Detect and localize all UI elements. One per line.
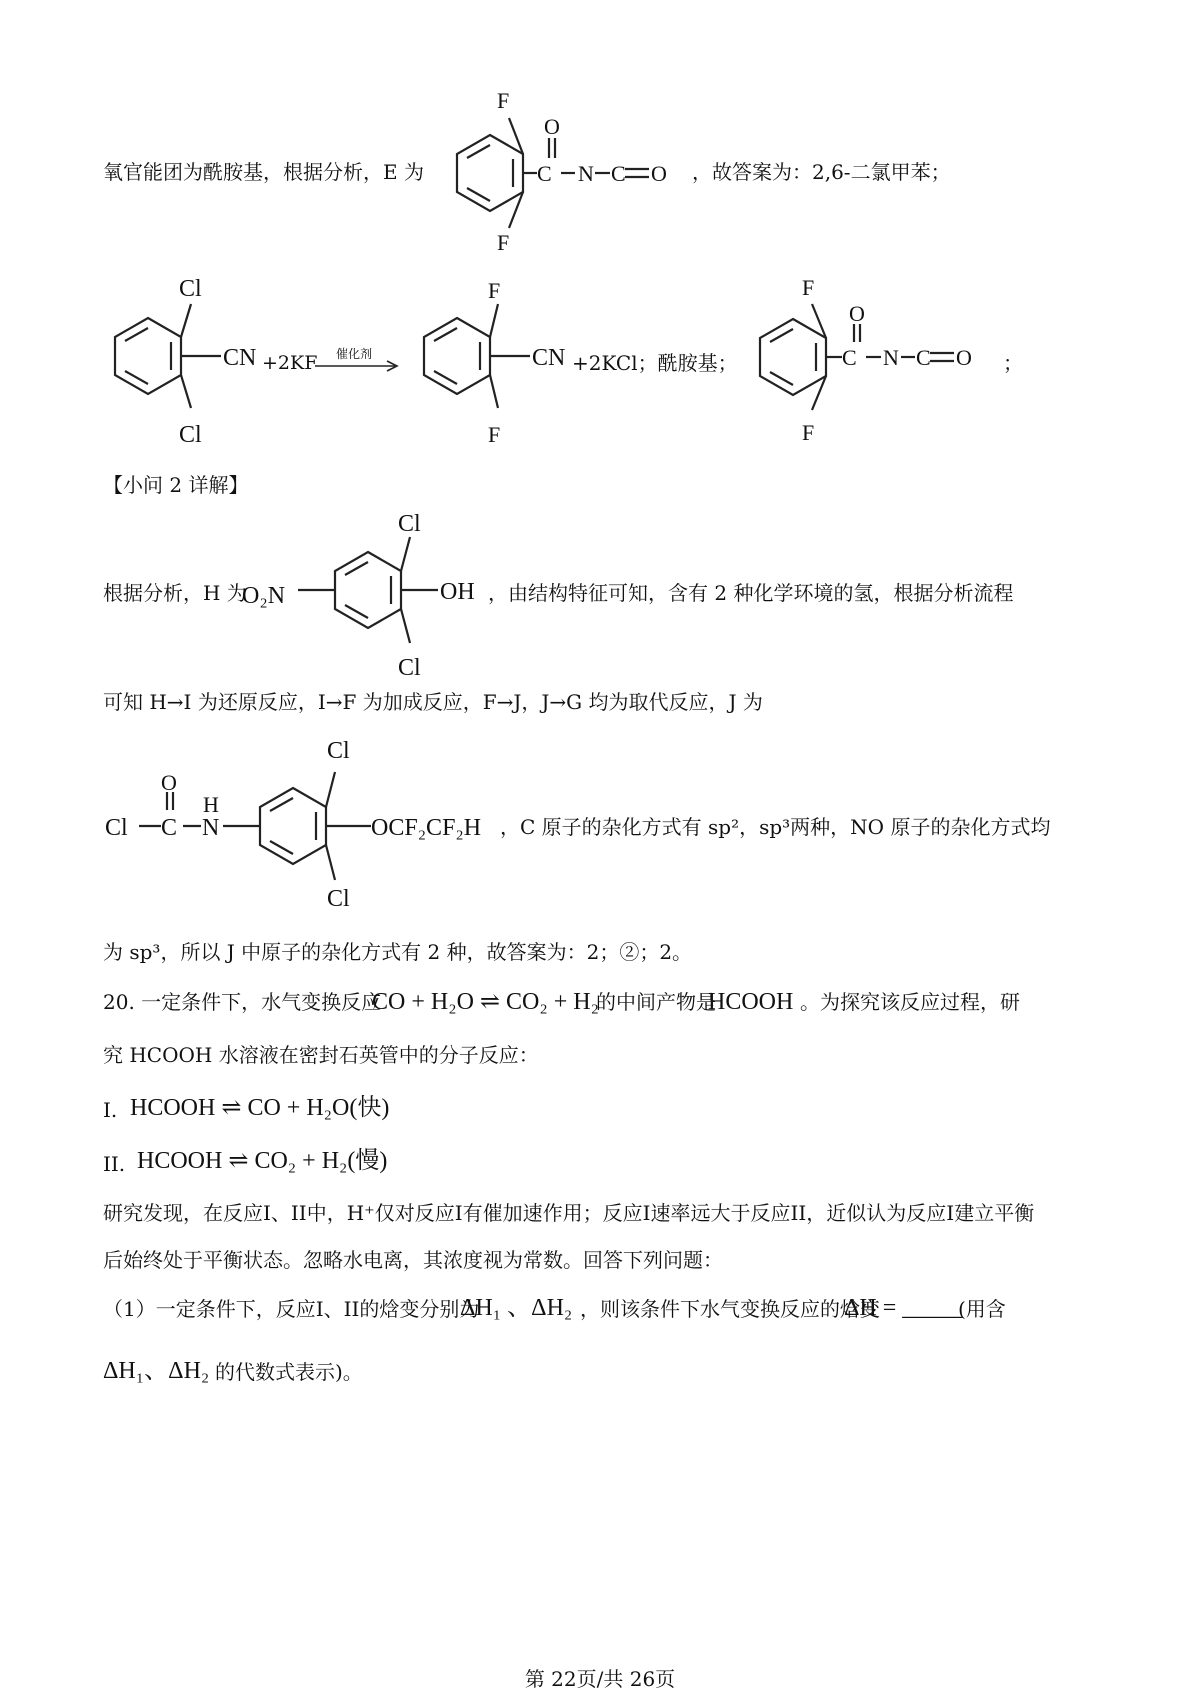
q2-line4: 为 sp³，所以 J 中原子的杂化方式有 2 种，故答案为：2；②；2。 <box>103 940 693 964</box>
q2-heading: 【小问 2 详解】 <box>103 473 249 497</box>
atom-c: C <box>842 345 857 370</box>
q20-sub1-line2-dh: ΔH₁、ΔH₂ <box>103 1358 210 1384</box>
atom-o-end: O <box>956 345 972 370</box>
r1-equation: HCOOH ⇌ CO + H₂O(快) <box>130 1095 390 1121</box>
atom-c: C <box>537 161 552 186</box>
atom-c: C <box>161 815 178 841</box>
text-e-answer: ，故答案为：2,6-二氯甲苯； <box>692 160 951 184</box>
atom-cl-bottom: Cl <box>398 655 421 681</box>
group-oh: OH <box>440 579 475 605</box>
structure-e <box>415 88 715 258</box>
atom-f-bottom: F <box>497 230 510 255</box>
atom-o-end: O <box>651 161 667 186</box>
atom-o-carbonyl: O <box>849 301 865 326</box>
q20-intro-2: 究 HCOOH 水溶液在密封石英管中的分子反应： <box>103 1043 539 1067</box>
atom-f-top: F <box>497 88 510 113</box>
atom-n: N <box>578 161 594 186</box>
q20-intro-b: 的中间产物是 <box>596 990 716 1014</box>
atom-cl-bottom: Cl <box>179 422 202 448</box>
atom-n: N <box>883 345 899 370</box>
atom-c2: C <box>611 161 626 186</box>
structure-h <box>238 505 498 685</box>
q20-intro-a: 20. 一定条件下，水气变换反应 <box>103 990 382 1014</box>
catalyst-label: 催化剂 <box>336 347 373 361</box>
group-cn: CN <box>223 345 257 371</box>
atom-cl-top: Cl <box>327 738 350 764</box>
q20-para-1: 研究发现，在反应I、II中，H⁺仅对反应I有催加速作用；反应I速率远大于反应II，近似认为反应I建立平衡 <box>103 1201 1035 1225</box>
reaction-arrow <box>315 359 405 373</box>
reaction-end-mark: ； <box>1003 351 1023 375</box>
r1-label: I. <box>103 1098 118 1122</box>
q2-line2: 可知 H→I 为还原反应，I→F 为加成反应，F→J，J→G 均为取代反应，J 为 <box>103 690 763 714</box>
group-ocf2cf2h: OCF₂CF₂H <box>371 815 482 841</box>
q2-line1-after: ，由结构特征可知，含有 2 种化学环境的氢，根据分析流程 <box>488 581 1014 605</box>
q20-para-2: 后始终处于平衡状态。忽略水电离，其浓度视为常数。回答下列问题： <box>103 1248 723 1272</box>
atom-o-carbonyl: O <box>544 114 560 139</box>
atom-f-top: F <box>802 275 815 300</box>
atom-o: O <box>161 770 177 795</box>
group-cn: CN <box>532 345 566 371</box>
q20-intro-eq: CO + H₂O ⇌ CO₂ + H₂ <box>372 989 599 1015</box>
q20-intro-d: 。为探究该反应过程，研 <box>800 990 1020 1014</box>
atom-f-bottom: F <box>488 422 501 447</box>
r2-equation: HCOOH ⇌ CO₂ + H₂(慢) <box>137 1148 388 1174</box>
q20-sub1-b: ，则该条件下水气变换反应的焓变 <box>580 1297 880 1321</box>
q2-line1-before: 根据分析，H 为 <box>103 581 247 605</box>
atom-cl-top: Cl <box>179 276 202 302</box>
structure-j <box>103 738 523 918</box>
q2-line3-after: ，C 原子的杂化方式有 sp²，sp³两种，NO 原子的杂化方式均 <box>500 815 1051 839</box>
q20-sub1-c: (用含 <box>958 1297 1006 1321</box>
atom-cl-acyl: Cl <box>105 815 128 841</box>
atom-c2: C <box>916 345 931 370</box>
atom-cl-top: Cl <box>398 511 421 537</box>
reagent-kf: +2KF <box>262 352 318 374</box>
atom-cl-bottom: Cl <box>327 886 350 912</box>
atom-n: N <box>202 815 220 841</box>
group-o2n: O₂N <box>242 583 286 609</box>
atom-f-top: F <box>488 278 501 303</box>
structure-e-repeat <box>718 277 1018 447</box>
atom-f-bottom: F <box>802 420 815 445</box>
product-kcl: +2KCl；酰胺基； <box>572 351 738 375</box>
text-e-intro: 氧官能团为酰胺基，根据分析，E 为 <box>103 160 424 184</box>
q20-sub1-line2-b: 的代数式表示)。 <box>215 1360 363 1384</box>
q20-intro-hcooh: HCOOH <box>708 989 794 1015</box>
q20-sub1-dh2: ΔH = _____ <box>844 1295 963 1321</box>
q20-sub1-a: （1）一定条件下，反应I、II的焓变分别为 <box>103 1297 480 1321</box>
q20-sub1-dh: ΔH₁ 、ΔH₂ <box>460 1295 573 1321</box>
atom-h: H <box>203 792 219 817</box>
r2-label: II. <box>103 1152 126 1176</box>
page-number: 第 22页/共 26页 <box>524 1667 676 1691</box>
